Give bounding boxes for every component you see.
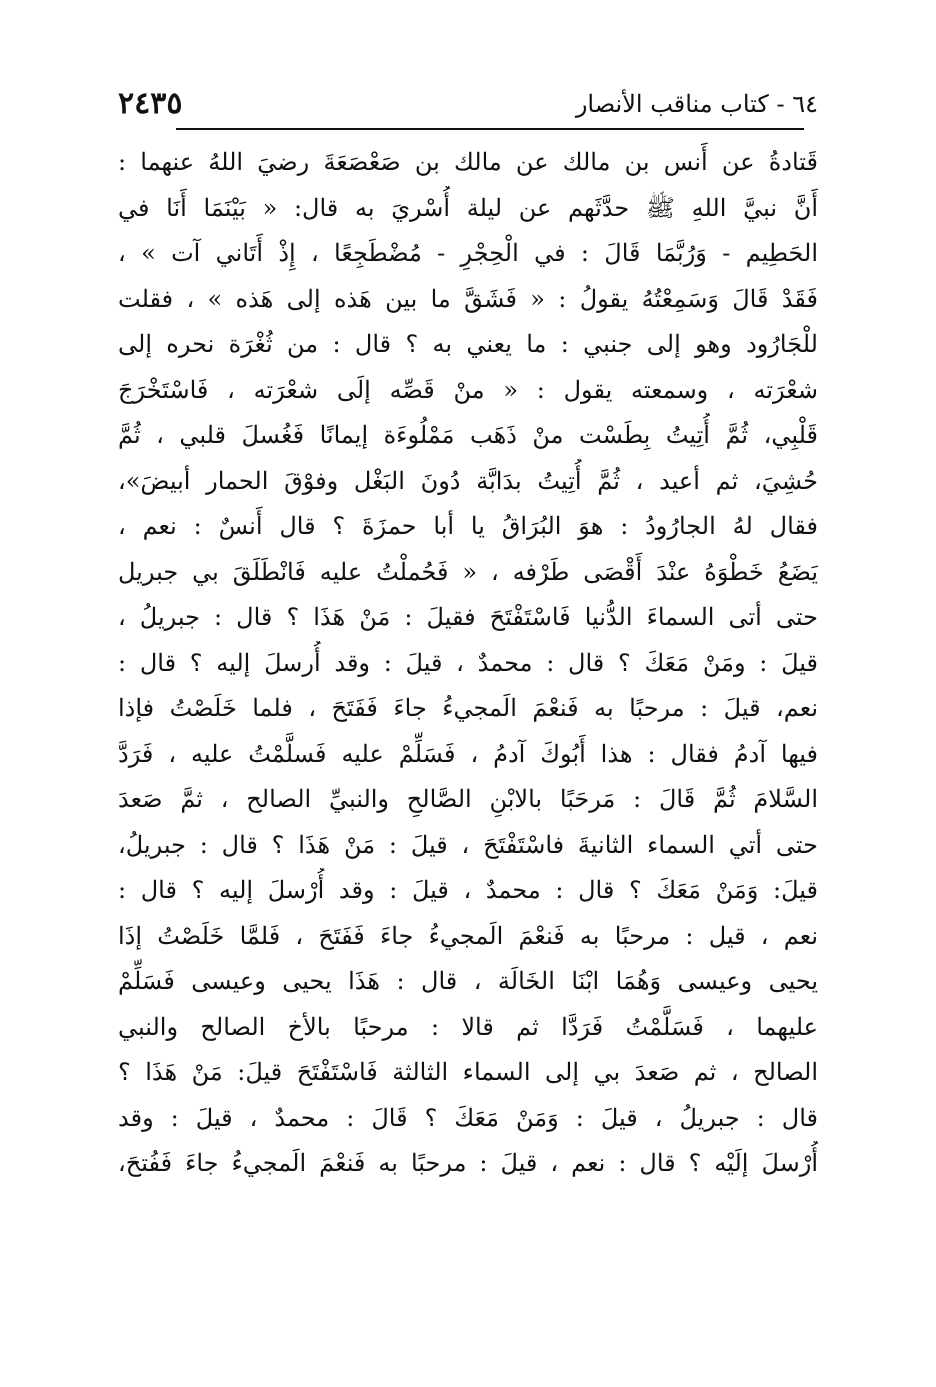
text-line: قيلَ: وَمَنْ مَعَكَ ؟ قال : محمدٌ ، قيلَ : وقد أُرْسلَ إليه ؟ قال : [118,876,818,904]
text-line: فقال لهُ الجارُودُ : هوَ البُرَاقُ يا أبا حمزَةَ ؟ قال أَنسٌ : نعم ، [118,512,818,540]
text-line: نعم ، قيل : مرحبًا به فَنعْمَ الَمجيءُ جاءَ فَفَتَحَ ، فَلمَّا خَلَصْتُ إذَا [118,921,818,950]
text-line: قال : جبريلُ ، قيلَ : وَمَنْ مَعَكَ ؟ قَالَ : محمدٌ ، قيلَ : وقد [118,1103,818,1132]
text-line: يحيى وعيسى وَهُمَا ابْنَا الخَالَة ، قال : هَذَا يحيى وعيسى فَسَلِّمْ [118,967,818,995]
text-line: أَنَّ نبيَّ اللهِ ﷺ حدَّثَهم عن ليلة أُسْريَ به قال: « بَيْنَمَا أَنَا في [118,193,818,222]
text-line: شعْرَته ، وسمعته يقول : « منْ قَصِّه إلَى شعْرَته ، فَاسْتَخْرَجَ [118,375,818,404]
page-number: ٢٤٣٥ [118,86,183,121]
text-line: أُرْسلَ إلَيْه ؟ قال : نعم ، قيلَ : مرحبًا به فَنعْمَ الَمجيءُ جاءَ فَفُتحَ، [118,1149,818,1177]
text-line: الصالح ، ثم صَعدَ بي إلى السماء الثالثة فَاسْتَفْتَحَ قيلَ: مَنْ هَذَا ؟ [118,1058,818,1086]
running-title: ٦٤ - كتاب مناقب الأنصار [575,90,818,118]
text-line: السَّلامَ ثُمَّ قَالَ : مَرحَبًا بالابْنِ الصَّالحِ والنبيِّ الصالح ، ثمَّ صَعدَ [118,785,818,813]
body-text [118,140,818,1187]
header-rule [176,128,804,130]
text-line: حتى أتى السماءَ الدُّنيا فَاسْتَفْتَحَ فقيلَ : مَنْ هَذَا ؟ قال : جبريلُ ، [118,603,818,631]
page-header [118,84,818,124]
text-line: للْجَارُود وهو إلى جنبي : ما يعني به ؟ قال : من ثُغْرَة نحره إلى [118,330,818,358]
text-line: يَضَعُ خَطْوَهُ عنْدَ أَقْصَى طَرْفه ، « فَحُملْتُ عليه فَانْطَلَقَ بي جبريل [118,557,818,586]
text-line: قَتادةُ عن أَنس بن مالك عن مالك بن صَعْصَعَةَ رضيَ اللهُ عنهما : [118,148,818,176]
text-line: فيها آدمُ فقال : هذا أَبُوكَ آدمُ ، فَسَلِّمْ عليه فَسلَّمْتُ عليه ، فَرَدَّ [118,739,818,768]
text-line: قيلَ : ومَنْ مَعَكَ ؟ قال : محمدٌ ، قيلَ : وقد أُرسلَ إليه ؟ قال : [118,648,818,677]
text-line: حتى أتي السماء الثانيةَ فاسْتَفْتَحَ ، قيلَ : مَنْ هَذَا ؟ قال : جبريلُ، [118,830,818,859]
text-line: قَلْبِي، ثُمَّ أُتِيتُ بِطَسْت منْ ذَهَب مَمْلُوءَة إيمانًا فَغُسلَ قلبي ، ثُمَّ [118,421,818,449]
text-line: الحَطِيم - وَرُبَّمَا قَالَ : في الْحِجْرِ - مُضْطَجِعًا ، إِذْ أَتَاني آت » ، [118,239,818,267]
text-line: حُشِيَ، ثم أعيد ، ثُمَّ أُتِيتُ بدَابَّة دُونَ البَغْل وفوْقَ الحمار أبيضَ»، [118,466,818,495]
text-line: فَقَدْ قَالَ وَسَمِعْتُهُ يقولُ : « فَشَقَّ ما بين هَذه إلى هَذه » ، فقلت [118,284,818,313]
text-line: نعم، قيلَ : مرحبًا به فَنعْمَ الَمجيءُ جاءَ فَفَتَحَ ، فلما خَلَصْتُ فإذا [118,694,818,722]
text-line: عليهما ، فَسَلَّمْتُ فَرَدَّا ثم قالا : مرحبًا بالأخ الصالح والنبي [118,1012,818,1041]
